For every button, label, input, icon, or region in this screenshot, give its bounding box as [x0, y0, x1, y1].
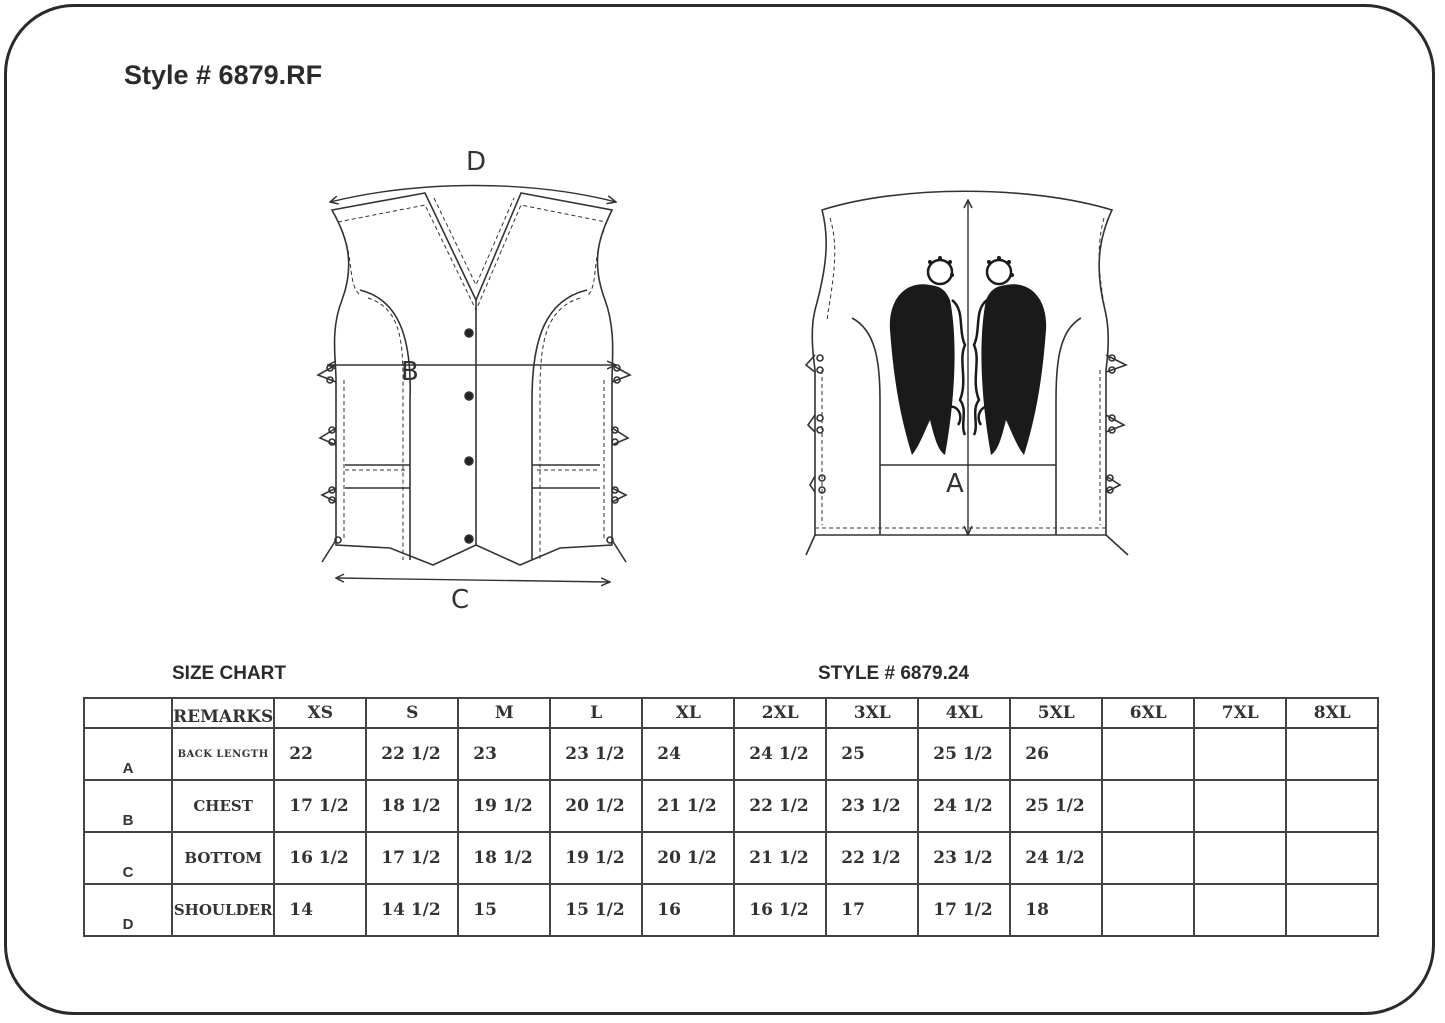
back-vest-drawing [806, 191, 1128, 555]
measurement-cell: 23 1/2 [826, 780, 918, 832]
measurement-cell [1102, 884, 1194, 936]
size-header-cell: M [458, 698, 550, 728]
size-header-cell: 4XL [918, 698, 1010, 728]
size-header-cell: L [550, 698, 642, 728]
measurement-cell: 16 1/2 [734, 884, 826, 936]
label-b: B [401, 357, 419, 387]
measurement-cell: 14 [274, 884, 366, 936]
row-remark: SHOULDER [172, 884, 274, 936]
measurement-cell [1102, 780, 1194, 832]
measurement-cell: 17 1/2 [274, 780, 366, 832]
measurement-cell: 22 1/2 [826, 832, 918, 884]
measurement-cell: 22 1/2 [366, 728, 458, 780]
front-vest-drawing [318, 193, 630, 565]
table-row [84, 780, 1378, 832]
style-number: STYLE # 6879.24 [818, 663, 970, 684]
label-c: C [451, 585, 470, 615]
measurement-cell [1102, 832, 1194, 884]
row-letter: C [84, 832, 172, 884]
measurement-cell: 20 1/2 [642, 832, 734, 884]
row-letter: A [84, 728, 172, 780]
measurement-cell: 24 1/2 [1010, 832, 1102, 884]
row-remark: CHEST [172, 780, 274, 832]
measurement-cell [1102, 728, 1194, 780]
measurement-cell: 25 [826, 728, 918, 780]
measurement-cell: 17 1/2 [918, 884, 1010, 936]
size-header-cell: 8XL [1286, 698, 1378, 728]
measurement-cell: 18 [1010, 884, 1102, 936]
size-header-cell: XL [642, 698, 734, 728]
measurement-cell [1286, 884, 1378, 936]
measurement-cell [1286, 728, 1378, 780]
size-header-cell: 5XL [1010, 698, 1102, 728]
measurement-cell: 24 1/2 [734, 728, 826, 780]
measurement-cell: 16 1/2 [274, 832, 366, 884]
row-remark: BOTTOM [172, 832, 274, 884]
measurement-cell: 19 1/2 [458, 780, 550, 832]
measurement-cell [1286, 780, 1378, 832]
measurement-cell: 22 [274, 728, 366, 780]
measurement-cell [1194, 728, 1286, 780]
measurement-cell: 22 1/2 [734, 780, 826, 832]
size-header-cell: 7XL [1194, 698, 1286, 728]
size-header-cell: 2XL [734, 698, 826, 728]
size-header-cell: S [366, 698, 458, 728]
row-letter: B [84, 780, 172, 832]
measurement-cell: 20 1/2 [550, 780, 642, 832]
measurement-cell: 15 1/2 [550, 884, 642, 936]
measurement-cell: 21 1/2 [642, 780, 734, 832]
measurement-cell: 25 1/2 [1010, 780, 1102, 832]
size-chart-table [83, 697, 1379, 937]
measurement-cell [1194, 832, 1286, 884]
size-header-cell: 6XL [1102, 698, 1194, 728]
table-row [84, 832, 1378, 884]
label-d: D [466, 147, 487, 177]
row-letter: D [84, 884, 172, 936]
measurement-cell [1194, 884, 1286, 936]
measurement-cell: 25 1/2 [918, 728, 1010, 780]
measurement-cell: 14 1/2 [366, 884, 458, 936]
remarks-header: REMARKS [172, 698, 274, 728]
measurement-cell: 17 1/2 [366, 832, 458, 884]
measurement-cell: 26 [1010, 728, 1102, 780]
measurement-cell: 23 [458, 728, 550, 780]
measurement-cell: 18 1/2 [458, 832, 550, 884]
measurement-cell: 19 1/2 [550, 832, 642, 884]
measurement-cell: 23 1/2 [918, 832, 1010, 884]
measurement-cell: 17 [826, 884, 918, 936]
table-row [84, 884, 1378, 936]
row-remark: BACK LENGTH [172, 728, 274, 780]
measurement-cell: 24 1/2 [918, 780, 1010, 832]
measurement-cell: 21 1/2 [734, 832, 826, 884]
measurement-cell: 18 1/2 [366, 780, 458, 832]
label-a: A [946, 469, 964, 499]
measurement-cell: 16 [642, 884, 734, 936]
style-title: Style # 6879.RF [124, 60, 323, 90]
measurement-cell: 23 1/2 [550, 728, 642, 780]
measurement-cell [1286, 832, 1378, 884]
table-header-row [84, 698, 1378, 728]
measurement-cell [1194, 780, 1286, 832]
size-header-cell: XS [274, 698, 366, 728]
measurement-cell: 15 [458, 884, 550, 936]
measurement-cell: 24 [642, 728, 734, 780]
front-dimension-lines [328, 186, 616, 583]
header-blank [84, 698, 172, 728]
size-header-cell: 3XL [826, 698, 918, 728]
size-chart-title: SIZE CHART [172, 663, 286, 684]
table-row [84, 728, 1378, 780]
